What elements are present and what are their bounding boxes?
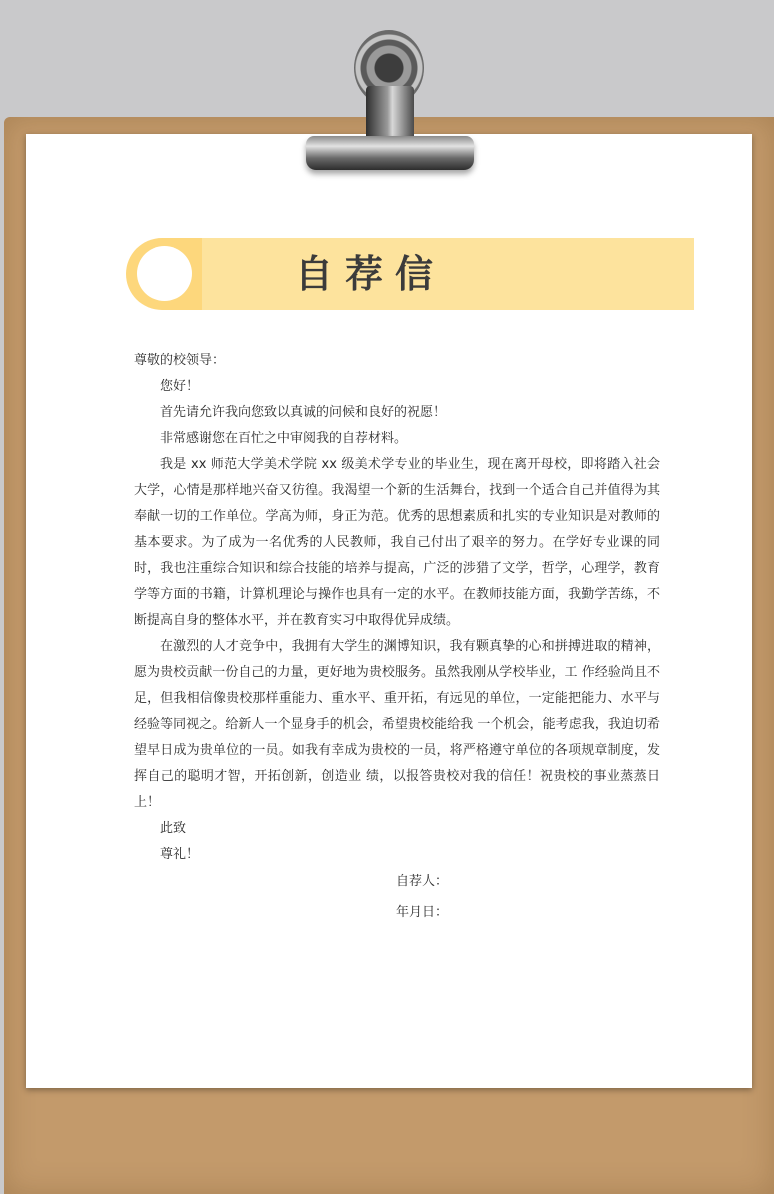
closing-2: 尊礼！ — [160, 847, 200, 862]
salutation: 尊敬的校领导： — [134, 353, 226, 368]
closing-1: 此致 — [160, 821, 187, 836]
signer-label: 自荐人： — [396, 874, 449, 889]
signature-block — [396, 866, 596, 928]
page-title: 自荐信 — [294, 252, 445, 296]
opening-line-2: 非常感谢您在百忙之中审阅我的自荐材料。 — [160, 431, 408, 446]
date-label: 年月日： — [396, 905, 449, 920]
letter-body — [134, 348, 660, 868]
paragraph-1: 我是 xx 师范大学美术学院 xx 级美术学专业的毕业生，现在离开母校，即将踏入社会大学，心情是那样地兴奋又彷徨。我渴望一个新的生活舞台，找到一个适合自己并值得为其奉献一切的工作单位。学高为师，身正为范。优秀的思想素质和扎实的专业知识是对教师的基本要求。为了成为一名优秀的人民教师，我自己付出了艰辛的努力。在学好专业课的同时，我也注重综合知识和综合技能的培养与提高，广泛的涉猎了文学，哲学，心理学，教育学等方面的书籍，计算机理论与操作也具有一定的水平。在教师技能方面，我勤学苦练，不断提高自身的整体水平，并在教育实习中取得优异成绩。 — [134, 457, 660, 628]
greeting: 您好！ — [160, 379, 200, 394]
opening-line-1: 首先请允许我向您致以真诚的问候和良好的祝愿！ — [160, 405, 447, 420]
binder-clip-base — [306, 136, 474, 170]
paragraph-2: 在激烈的人才竞争中，我拥有大学生的渊博知识，我有颗真挚的心和拼搏进取的精神，愿为贵校贡献一份自己的力量，更好地为贵校服务。虽然我刚从学校毕业，工 作经验尚且不足，但我相信像贵校那样重能力、重水平、重开拓，有远见的单位，一定能把能力、水平与经验等同视之。给新人一个显身手的机会，希望贵校能给我 一个机会，能考虑我，我迫切希望早日成为贵单位的一员。如我有幸成为贵校的一员，将严格遵守单位的各项规章制度，发挥自己的聪明才智，开拓创新，创造业 绩，以报答贵校对我的信任！祝贵校的事业蒸蒸日上！ — [134, 639, 660, 810]
binder-clip-stem — [366, 86, 414, 142]
